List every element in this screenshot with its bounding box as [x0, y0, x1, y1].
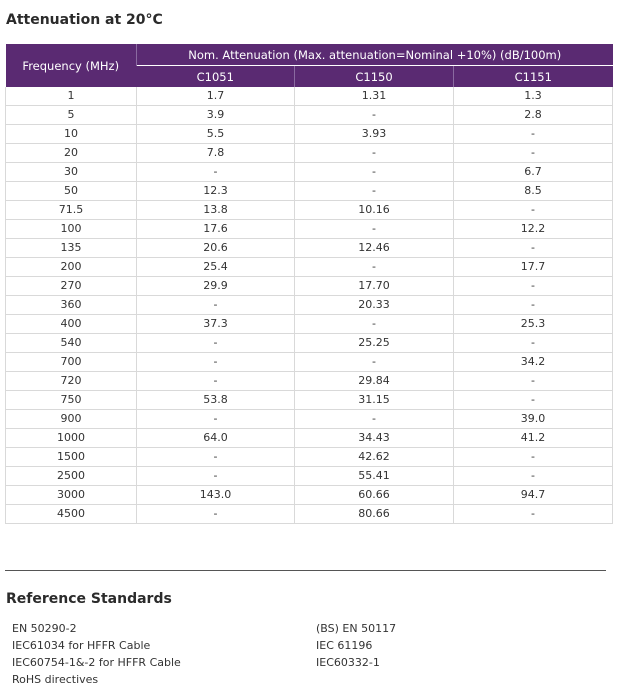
attenuation-cell: - [295, 163, 454, 182]
column-header-c1151: C1151 [454, 66, 613, 88]
attenuation-cell: 25.3 [454, 315, 613, 334]
attenuation-cell: 143.0 [137, 486, 295, 505]
table-row [6, 106, 613, 125]
attenuation-cell: 29.84 [295, 372, 454, 391]
attenuation-cell: 31.15 [295, 391, 454, 410]
attenuation-cell: - [137, 334, 295, 353]
attenuation-cell: - [295, 220, 454, 239]
attenuation-cell: 20.6 [137, 239, 295, 258]
attenuation-table [5, 44, 613, 524]
attenuation-cell: 55.41 [295, 467, 454, 486]
frequency-cell: 1 [6, 87, 137, 106]
attenuation-cell: 1.3 [454, 87, 613, 106]
attenuation-cell: 3.9 [137, 106, 295, 125]
attenuation-cell: 60.66 [295, 486, 454, 505]
table-row [6, 391, 613, 410]
reference-item: RoHS directives [12, 673, 99, 686]
attenuation-cell: - [454, 239, 613, 258]
attenuation-cell: 13.8 [137, 201, 295, 220]
attenuation-cell: - [454, 372, 613, 391]
reference-item: (BS) EN 50117 [316, 622, 397, 635]
attenuation-cell: 5.5 [137, 125, 295, 144]
attenuation-cell: - [295, 353, 454, 372]
attenuation-cell: - [137, 372, 295, 391]
reference-item: IEC60332-1 [316, 656, 380, 669]
frequency-cell: 20 [6, 144, 137, 163]
table-row [6, 372, 613, 391]
frequency-cell: 2500 [6, 467, 137, 486]
attenuation-cell: - [137, 410, 295, 429]
frequency-cell: 3000 [6, 486, 137, 505]
frequency-cell: 720 [6, 372, 137, 391]
table-row [6, 315, 613, 334]
table-row [6, 277, 613, 296]
attenuation-cell: 7.8 [137, 144, 295, 163]
attenuation-cell: - [137, 505, 295, 524]
attenuation-cell: 17.70 [295, 277, 454, 296]
attenuation-cell: 29.9 [137, 277, 295, 296]
attenuation-cell: 17.7 [454, 258, 613, 277]
attenuation-cell: - [137, 467, 295, 486]
table-row [6, 258, 613, 277]
frequency-cell: 400 [6, 315, 137, 334]
frequency-cell: 360 [6, 296, 137, 315]
frequency-cell: 135 [6, 239, 137, 258]
attenuation-cell: 80.66 [295, 505, 454, 524]
reference-item: EN 50290-2 [12, 622, 77, 635]
attenuation-cell: 39.0 [454, 410, 613, 429]
attenuation-cell: - [137, 296, 295, 315]
table-row [6, 125, 613, 144]
attenuation-cell: - [454, 334, 613, 353]
reference-item: IEC61034 for HFFR Cable [12, 639, 151, 652]
attenuation-cell: - [295, 315, 454, 334]
attenuation-cell: - [295, 182, 454, 201]
attenuation-cell: 1.31 [295, 87, 454, 106]
table-row [6, 334, 613, 353]
frequency-cell: 100 [6, 220, 137, 239]
attenuation-group-header: Nom. Attenuation (Max. attenuation=Nominal +10%) (dB/100m) [137, 44, 613, 66]
column-header-c1051: C1051 [137, 66, 295, 88]
attenuation-cell: 17.6 [137, 220, 295, 239]
table-row [6, 429, 613, 448]
attenuation-cell: - [295, 410, 454, 429]
table-row [6, 448, 613, 467]
frequency-cell: 1500 [6, 448, 137, 467]
attenuation-cell: 42.62 [295, 448, 454, 467]
attenuation-cell: - [137, 448, 295, 467]
attenuation-cell: - [454, 277, 613, 296]
attenuation-cell: 25.25 [295, 334, 454, 353]
attenuation-cell: 94.7 [454, 486, 613, 505]
frequency-cell: 270 [6, 277, 137, 296]
attenuation-cell: 2.8 [454, 106, 613, 125]
reference-list-left [12, 620, 181, 688]
frequency-cell: 1000 [6, 429, 137, 448]
table-row [6, 486, 613, 505]
attenuation-cell: - [454, 296, 613, 315]
table-row [6, 353, 613, 372]
frequency-cell: 540 [6, 334, 137, 353]
attenuation-cell: 1.7 [137, 87, 295, 106]
table-row [6, 505, 613, 524]
table-row [6, 410, 613, 429]
attenuation-cell: 12.2 [454, 220, 613, 239]
frequency-cell: 700 [6, 353, 137, 372]
reference-standards-title: Reference Standards [6, 591, 172, 607]
frequency-header: Frequency (MHz) [6, 44, 137, 87]
attenuation-cell: 6.7 [454, 163, 613, 182]
frequency-cell: 50 [6, 182, 137, 201]
attenuation-cell: - [454, 505, 613, 524]
attenuation-cell: 12.46 [295, 239, 454, 258]
attenuation-cell: - [454, 391, 613, 410]
reference-item: IEC60754-1&-2 for HFFR Cable [12, 656, 181, 669]
attenuation-cell: - [295, 106, 454, 125]
attenuation-cell: - [454, 467, 613, 486]
frequency-cell: 71.5 [6, 201, 137, 220]
attenuation-cell: 53.8 [137, 391, 295, 410]
attenuation-cell: 8.5 [454, 182, 613, 201]
attenuation-cell: - [454, 448, 613, 467]
attenuation-cell: - [137, 163, 295, 182]
attenuation-cell: - [454, 144, 613, 163]
frequency-cell: 900 [6, 410, 137, 429]
attenuation-cell: 12.3 [137, 182, 295, 201]
attenuation-cell: - [137, 353, 295, 372]
section-divider [5, 570, 606, 571]
reference-item: IEC 61196 [316, 639, 373, 652]
table-row [6, 296, 613, 315]
table-row [6, 220, 613, 239]
attenuation-cell: - [295, 258, 454, 277]
frequency-cell: 30 [6, 163, 137, 182]
page-title: Attenuation at 20°C [6, 12, 163, 28]
attenuation-cell: - [454, 125, 613, 144]
attenuation-cell: 37.3 [137, 315, 295, 334]
attenuation-cell: 20.33 [295, 296, 454, 315]
frequency-cell: 750 [6, 391, 137, 410]
frequency-cell: 200 [6, 258, 137, 277]
table-row [6, 239, 613, 258]
table-row [6, 201, 613, 220]
attenuation-cell: 25.4 [137, 258, 295, 277]
table-row [6, 163, 613, 182]
frequency-cell: 4500 [6, 505, 137, 524]
column-header-c1150: C1150 [295, 66, 454, 88]
table-row [6, 467, 613, 486]
attenuation-cell: 34.43 [295, 429, 454, 448]
table-row [6, 182, 613, 201]
attenuation-cell: 34.2 [454, 353, 613, 372]
attenuation-cell: - [454, 201, 613, 220]
table-row [6, 144, 613, 163]
table-row [6, 87, 613, 106]
attenuation-cell: 10.16 [295, 201, 454, 220]
attenuation-cell: 3.93 [295, 125, 454, 144]
attenuation-cell: 64.0 [137, 429, 295, 448]
attenuation-cell: - [295, 144, 454, 163]
reference-list-right [316, 620, 396, 671]
frequency-cell: 10 [6, 125, 137, 144]
attenuation-cell: 41.2 [454, 429, 613, 448]
frequency-cell: 5 [6, 106, 137, 125]
